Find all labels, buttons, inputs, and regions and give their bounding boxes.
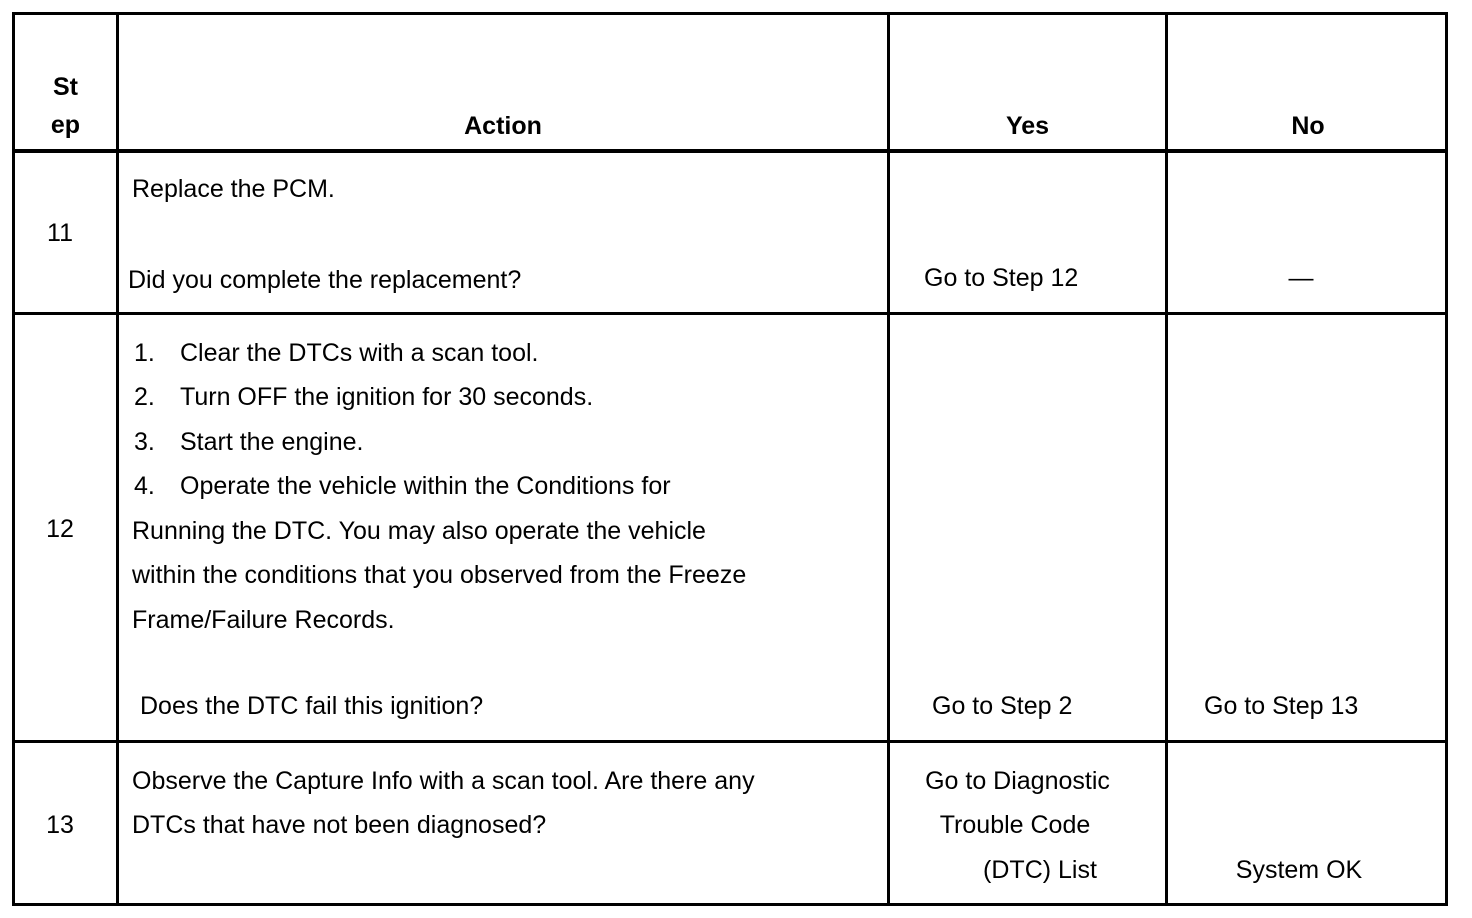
- action-text: Replace the PCM.: [132, 175, 335, 203]
- header-action: Action: [464, 112, 542, 140]
- list-continuation: Frame/Failure Records.: [132, 606, 395, 634]
- no-result: System OK: [1235, 856, 1363, 884]
- list-continuation: within the conditions that you observed from the Freeze: [132, 561, 747, 589]
- row-divider-11: [15, 312, 1445, 315]
- no-result: Go to Step 13: [1204, 692, 1359, 720]
- yes-result-line: Go to Diagnostic: [925, 767, 1110, 795]
- action-question: Did you complete the replacement?: [128, 266, 522, 294]
- header-yes: Yes: [1005, 112, 1050, 140]
- action-text: Observe the Capture Info with a scan tool. Are there any: [132, 767, 755, 795]
- header-no: No: [1291, 112, 1325, 140]
- diagnostic-table: [12, 12, 1448, 906]
- list-text: Start the engine.: [180, 428, 364, 456]
- action-question: Does the DTC fail this ignition?: [140, 692, 484, 720]
- list-continuation: Running the DTC. You may also operate the vehicle: [132, 517, 706, 545]
- list-number: 1.: [134, 339, 155, 367]
- yes-result: Go to Step 2: [932, 692, 1073, 720]
- step-number: 11: [47, 219, 73, 247]
- step-number: 13: [46, 811, 74, 839]
- list-item: [134, 464, 671, 508]
- list-number: 3.: [134, 428, 155, 456]
- list-number: 2.: [134, 383, 155, 411]
- yes-result: Go to Step 12: [924, 264, 1079, 292]
- list-number: 4.: [134, 472, 155, 500]
- list-text: Turn OFF the ignition for 30 seconds.: [180, 383, 594, 411]
- yes-result-line: Trouble Code: [939, 811, 1091, 839]
- row-divider-12: [15, 740, 1445, 743]
- list-text: Operate the vehicle within the Conditions for: [180, 472, 671, 500]
- header-step-line1: St: [53, 73, 78, 101]
- list-item: [134, 375, 593, 419]
- list-item: [134, 331, 538, 375]
- list-item: [134, 420, 363, 464]
- no-result: —: [1288, 264, 1314, 292]
- header-step: [15, 68, 116, 144]
- yes-result-line: (DTC) List: [983, 856, 1097, 884]
- action-text: DTCs that have not been diagnosed?: [132, 811, 547, 839]
- step-number: 12: [46, 515, 74, 543]
- header-step-line2: ep: [50, 111, 81, 139]
- header-divider: [15, 149, 1445, 153]
- list-text: Clear the DTCs with a scan tool.: [180, 339, 539, 367]
